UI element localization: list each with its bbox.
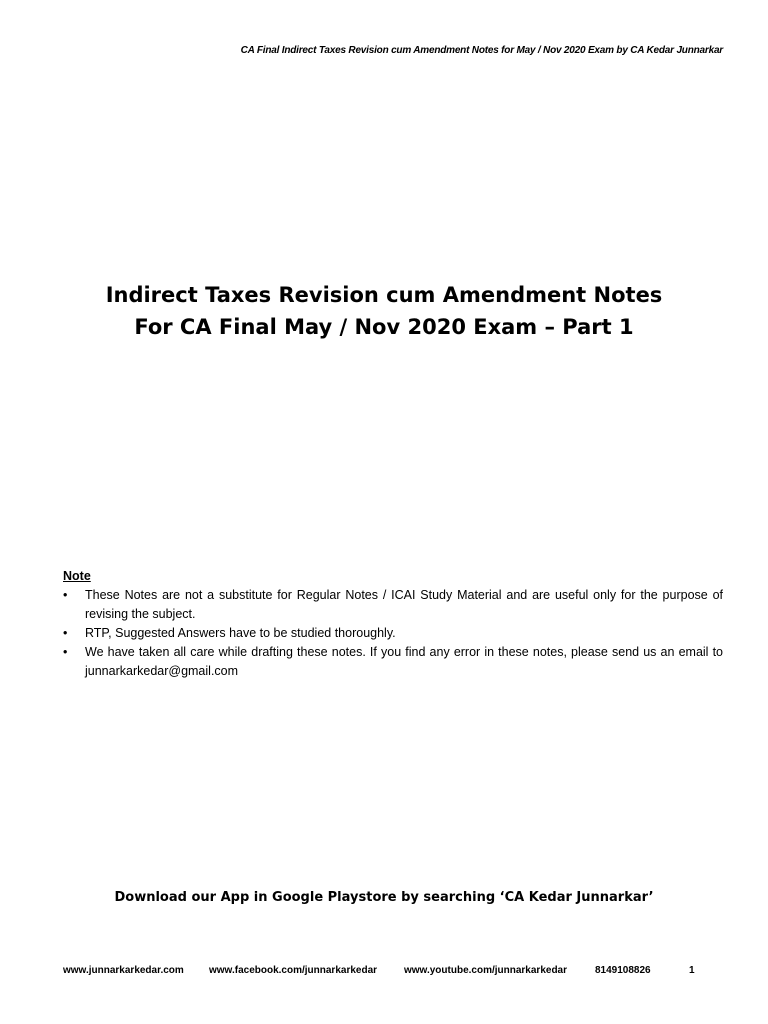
footer-facebook: www.facebook.com/junnarkarkedar — [209, 965, 378, 976]
bullet-icon: • — [63, 588, 68, 602]
note-heading: Note — [63, 569, 91, 583]
bullet-icon: • — [63, 645, 68, 659]
note-item — [63, 624, 723, 643]
note-item — [63, 643, 723, 681]
download-app-callout: Download our App in Google Playstore by searching ‘CA Kedar Junnarkar’ — [114, 890, 654, 905]
note-item-text: We have taken all care while drafting these notes. If you find any error in these notes, please send us an email to junnarkarkedar@gmail.com — [85, 645, 723, 678]
note-item-text: RTP, Suggested Answers have to be studied thoroughly. — [85, 626, 396, 640]
note-item — [63, 586, 723, 624]
title-line-2: For CA Final May / Nov 2020 Exam – Part 1 — [134, 315, 634, 339]
footer-website: www.junnarkarkedar.com — [63, 965, 184, 976]
note-item-text: These Notes are not a substitute for Regular Notes / ICAI Study Material and are useful only for the purpose of revising the subject. — [85, 588, 723, 621]
document-title — [0, 279, 768, 343]
footer-youtube: www.youtube.com/junnarkarkedar — [404, 965, 568, 976]
page-number: 1 — [689, 965, 695, 976]
bullet-icon: • — [63, 626, 68, 640]
footer-phone: 8149108826 — [595, 965, 651, 976]
title-line-1: Indirect Taxes Revision cum Amendment Notes — [105, 283, 663, 307]
running-header: CA Final Indirect Taxes Revision cum Amendment Notes for May / Nov 2020 Exam by CA Kedar Junnarkar — [240, 45, 723, 56]
note-section — [63, 567, 723, 681]
note-list — [63, 586, 723, 681]
